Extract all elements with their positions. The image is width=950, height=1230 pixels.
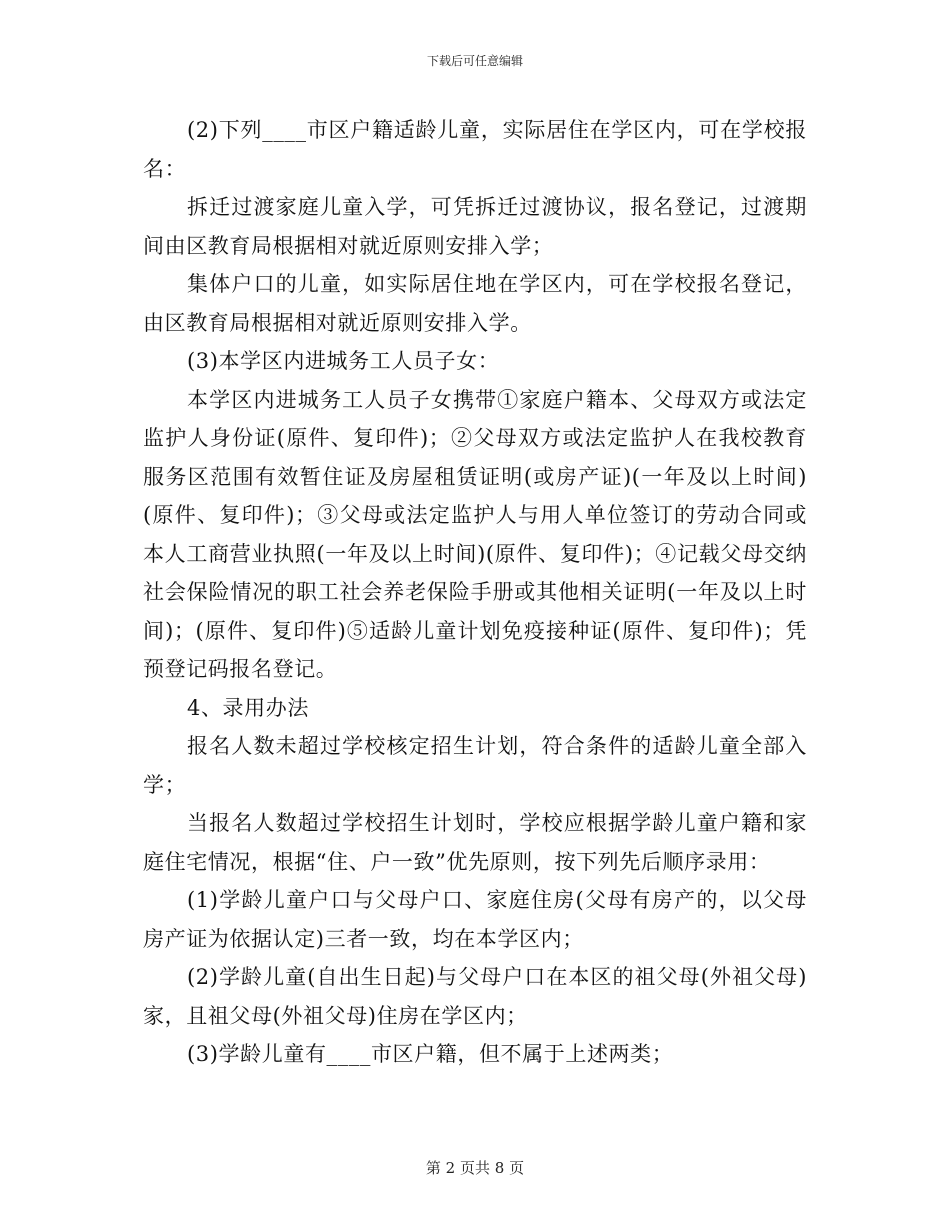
- paragraph-10: (2)学龄儿童(自出生日起)与父母户口在本区的祖父母(外祖父母)家，且祖父母(外祖父母)住房在学区内；: [143, 965, 807, 1028]
- document-body: [143, 111, 807, 1074]
- paragraph-7: 报名人数未超过学校核定招生计划，符合条件的适龄儿童全部入学；: [143, 734, 807, 797]
- paragraph-5: 本学区内进城务工人员子女携带①家庭户籍本、父母双方或法定监护人身份证(原件、复印件)；②父母双方或法定监护人在我校教育服务区范围有效暂住证及房屋租赁证明(或房产证)(一年及以上时间)(原件、复印件)；③父母或法定监护人与用人单位签订的劳动合同或本人工商营业执照(一年及以上时间)(原件、复印件)；④记载父母交纳社会保险情况的职工社会养老保险手册或其他相关证明(一年及以上时间)；(原件、复印件)⑤适龄儿童计划免疫接种证(原件、复印件)；凭预登记码报名登记。: [143, 387, 807, 681]
- paragraph-3: 集体户口的儿童，如实际居住地在学区内，可在学校报名登记，由区教育局根据相对就近原则安排入学。: [143, 272, 807, 335]
- paragraph-4: (3)本学区内进城务工人员子女：: [187, 349, 500, 373]
- page-footer: 第 2 页共 8 页: [425, 1159, 525, 1177]
- paragraph-6: 4、录用办法: [187, 695, 309, 720]
- paragraph-8: 当报名人数超过学校招生计划时，学校应根据学龄儿童户籍和家庭住宅情况，根据“住、户一致”优先原则，按下列先后顺序录用：: [143, 811, 807, 874]
- paragraph-11: (3)学龄儿童有____市区户籍，但不属于上述两类；: [187, 1042, 674, 1066]
- paragraph-2: 拆迁过渡家庭儿童入学，可凭拆迁过渡协议，报名登记，过渡期间由区教育局根据相对就近原则安排入学；: [143, 195, 807, 258]
- paragraph-9: (1)学龄儿童户口与父母户口、家庭住房(父母有房产的，以父母房产证为依据认定)三者一致，均在本学区内；: [143, 888, 807, 951]
- page-header: 下载后可任意编辑: [426, 54, 523, 68]
- paragraph-1: (2)下列____市区户籍适龄儿童，实际居住在学区内，可在学校报名：: [143, 118, 807, 181]
